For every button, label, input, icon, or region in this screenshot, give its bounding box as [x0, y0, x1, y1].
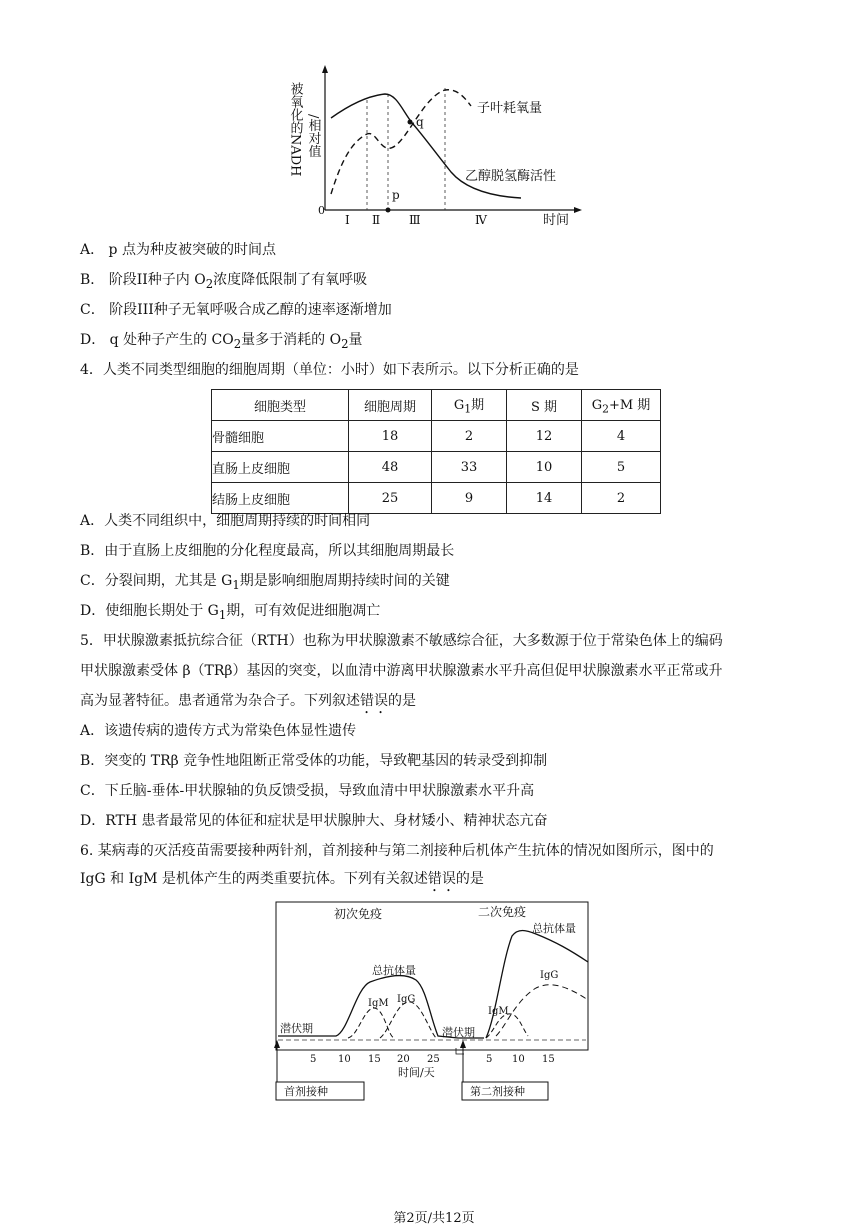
total-antibody-label-second: 总抗体量 [532, 922, 576, 935]
oxygen-curve-label: 子叶耗氧量 [477, 101, 543, 116]
latent-label-first: 潜伏期 [280, 1022, 313, 1035]
point-p-label: p [392, 188, 400, 202]
tick-label: 25 [427, 1054, 440, 1065]
stage-label: Ⅲ [409, 213, 421, 227]
second-dose-label: 第二剂接种 [470, 1085, 525, 1098]
q5-stem-line3: 高为显著特征。患者通常为杂合子。下列叙述错误的是 [80, 693, 416, 709]
tick-label: 5 [310, 1054, 317, 1065]
tick-label: 5 [486, 1054, 493, 1065]
table-cell: 结肠上皮细胞 [212, 483, 349, 514]
header-cell: $G_1$期 [432, 390, 507, 421]
q5-option-b: B．突变的 TRβ 竞争性地阻断正常受体的功能，导致靶基因的转录受到抑制 [80, 753, 548, 769]
first-dose-label: 首剂接种 [284, 1085, 328, 1098]
table-cell: 5 [582, 452, 661, 483]
point-q-label: q [416, 115, 424, 129]
table-row [212, 483, 661, 514]
second-immunity-title: 二次免疫 [478, 905, 527, 919]
table-cell: 4 [582, 421, 661, 452]
q3-option-a: A． p 点为种皮被突破的时间点 [80, 242, 276, 258]
cell-cycle-table [211, 389, 661, 514]
latent-label-second: 潜伏期 [442, 1026, 475, 1039]
table-cell: 2 [432, 421, 507, 452]
igg-label-second: IgG [540, 970, 559, 981]
table-cell: 48 [349, 452, 432, 483]
table-row [212, 452, 661, 483]
q5-stem-line1: 5．甲状腺激素抵抗综合征（RTH）也称为甲状腺激素不敏感综合征，大多数源于位于常染色体上的编码 [80, 633, 723, 649]
first-immunity-title: 初次免疫 [334, 907, 383, 921]
q4-stem: 4．人类不同类型细胞的细胞周期（单位：小时）如下表所示。以下分析正确的是 [80, 362, 579, 378]
q6-stem-line1: 6. 某病毒的灭活疫苗需要接种两针剂，首剂接种与第二剂接种后机体产生抗体的情况如图所示，图中的 [80, 843, 714, 859]
q4-option-d: D．使细胞长期处于 $G_1$期，可有效促进细胞凋亡 [80, 603, 381, 622]
table-cell: 12 [507, 421, 582, 452]
tick-label: 15 [542, 1054, 555, 1065]
tick-label: 15 [368, 1054, 381, 1065]
total-antibody-label-first: 总抗体量 [372, 964, 416, 977]
table-cell: 2 [582, 483, 661, 514]
table-row [212, 421, 661, 452]
table-header-row [212, 390, 661, 421]
q5-option-a: A．该遗传病的遗传方式为常染色体显性遗传 [80, 723, 357, 739]
q5-option-c: C．下丘脑-垂体-甲状腺轴的负反馈受损，导致血清中甲状腺激素水平升高 [80, 783, 535, 799]
q5-option-d: D．RTH 患者最常见的体征和症状是甲状腺肿大、身材矮小、精神状态亢奋 [80, 813, 548, 829]
table-cell: 10 [507, 452, 582, 483]
igg-label-first: IgG [397, 994, 416, 1005]
igm-label-first: IgM [368, 998, 389, 1009]
figure-nadh-graph [285, 62, 595, 230]
table-cell: 骨髓细胞 [212, 421, 349, 452]
table-cell: 33 [432, 452, 507, 483]
q3-option-c: C． 阶段III种子无氧呼吸合成乙醇的速率逐渐增加 [80, 302, 392, 318]
tick-label: 10 [512, 1054, 525, 1065]
q6-stem-line2: IgG 和 IgM 是机体产生的两类重要抗体。下列有关叙述错误的是 [80, 871, 484, 887]
page-footer: 第2页/共12页 [393, 1211, 475, 1226]
stage-label: Ⅳ [475, 213, 487, 227]
header-cell: $G_2+M$ 期 [582, 390, 661, 421]
table-cell: 18 [349, 421, 432, 452]
y-axis-label: 被氧化的NADH [287, 82, 303, 177]
table-cell: 9 [432, 483, 507, 514]
igm-label-second: IgM [488, 1006, 509, 1017]
q5-stem-line2: 甲状腺激素受体 β（TRβ）基因的突变，以血清中游离甲状腺激素水平升高但促甲状腺激素水平正常或升 [80, 663, 723, 679]
header-cell: 细胞类型 [212, 390, 349, 421]
q3-option-b: B． 阶段II种子内 $O_2$浓度降低限制了有氧呼吸 [80, 272, 368, 291]
origin-label: 0 [318, 204, 325, 217]
table-cell: 25 [349, 483, 432, 514]
header-cell: 细胞周期 [349, 390, 432, 421]
figure-antibody-graph [270, 896, 596, 1106]
q4-option-b: B．由于直肠上皮细胞的分化程度最高，所以其细胞周期最长 [80, 543, 455, 559]
q4-option-c: C．分裂间期，尤其是 $G_1$期是影响细胞周期持续时间的关键 [80, 573, 450, 592]
stage-label: Ⅱ [372, 213, 381, 227]
y-axis-label-sub: /相对值 [305, 114, 321, 158]
stage-label: Ⅰ [345, 213, 350, 227]
q3-option-d: D． q 处种子产生的 $CO_2$量多于消耗的 $O_2$量 [80, 332, 363, 351]
q4-option-a: A．人类不同组织中，细胞周期持续的时间相同 [80, 513, 371, 529]
header-cell: S 期 [507, 390, 582, 421]
x-axis-label: 时间/天 [398, 1066, 435, 1079]
table-cell: 14 [507, 483, 582, 514]
tick-label: 10 [338, 1054, 351, 1065]
x-axis-label: 时间 [543, 213, 570, 228]
enzyme-curve-label: 乙醇脱氢酶活性 [465, 169, 557, 184]
tick-label: 20 [397, 1054, 410, 1065]
table-cell: 直肠上皮细胞 [212, 452, 349, 483]
